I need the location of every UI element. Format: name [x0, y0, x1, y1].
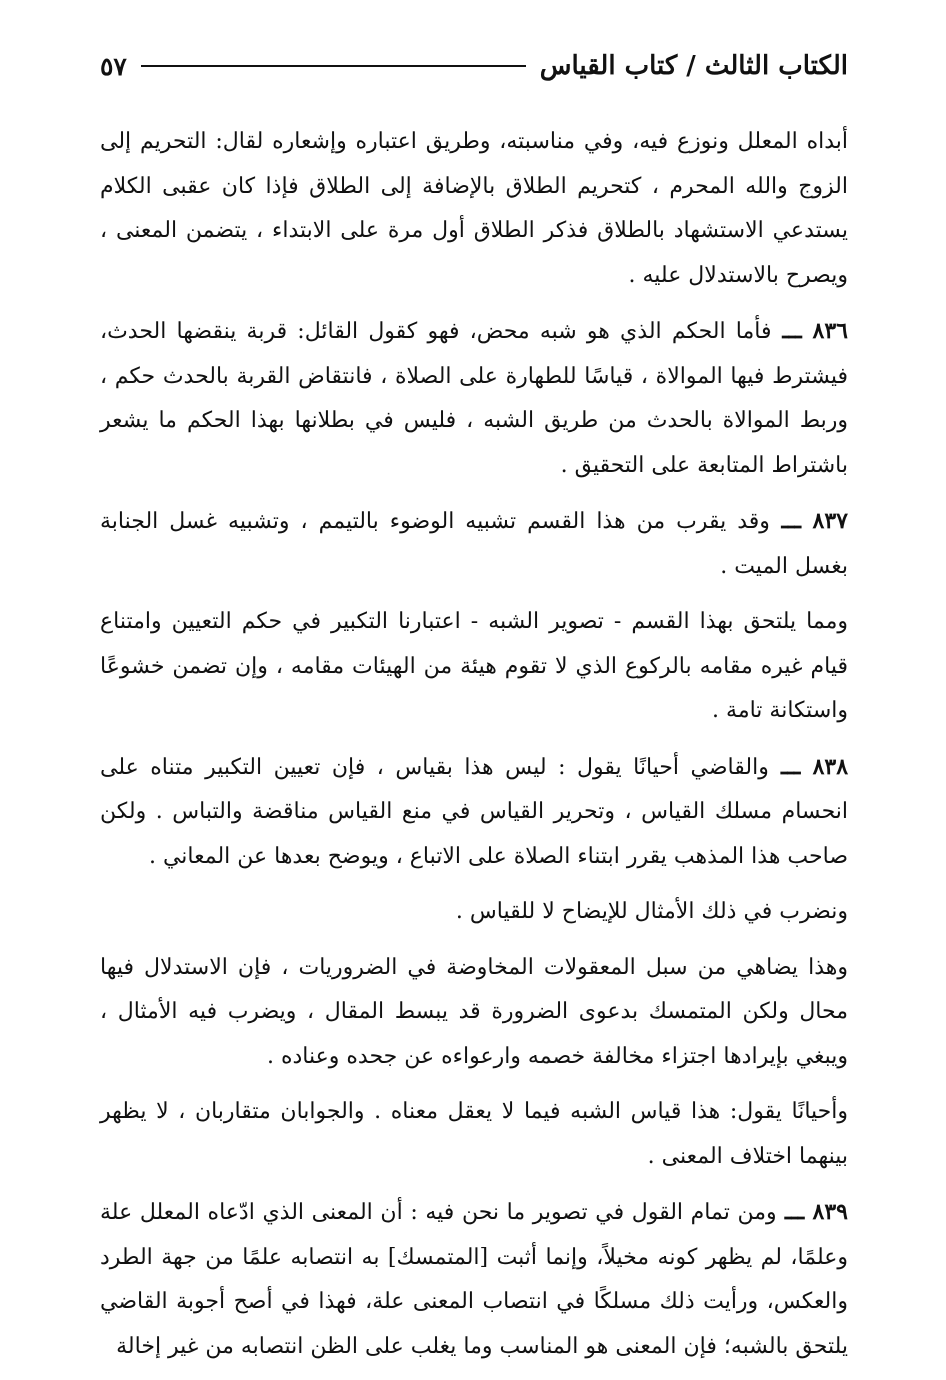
paragraph	[100, 600, 848, 734]
paragraph-text: وأحيانًا يقول: هذا قياس الشبه فيما لا يعقل معناه . والجوابان متقاربان ، لا يظهر بينهما اختلاف المعنى .	[100, 1099, 848, 1169]
paragraph-text: وقد يقرب من هذا القسم تشبيه الوضوء بالتيمم ، وتشبيه غسل الجنابة بغسل الميت .	[100, 509, 848, 579]
running-header	[100, 46, 848, 86]
number-dash: ـــ	[771, 318, 813, 344]
paragraph	[100, 890, 848, 935]
paragraph-text: وهذا يضاهي من سبل المعقولات المخاوضة في الضروريات ، فإن الاستدلال فيها محال ولكن المتمسك بدعوى الضرورة قد يبسط المقال ، ويضرب فيه الأمثال ، ويبغي بإيرادها اجتزاء مخالفة خصمه وارعواءه عن جحده وعناده .	[100, 954, 848, 1069]
paragraph-text: فأما الحكم الذي هو شبه محض، فهو كقول القائل: قربة ينقضها الحدث، فيشترط فيها الموالاة ، قياسًا للطهارة على الصلاة ، فانتقاض القربة بالحدث حكم ، وربط الموالاة بالحدث من طريق الشبه ، فليس في بطلانها بهذا الحكم ما يشعر باشتراط المتابعة على التحقيق .	[100, 319, 848, 478]
paragraph	[100, 120, 848, 298]
paragraph-number: ٨٣٦	[812, 318, 848, 344]
paragraph	[100, 1090, 848, 1179]
page-number: ٥٧	[100, 51, 127, 81]
number-dash: ـــ	[768, 753, 813, 780]
numbered-paragraph	[100, 499, 848, 589]
paragraph	[100, 946, 848, 1080]
chapter-title: الكتاب الثالث / كتاب القياس	[539, 51, 848, 81]
paragraph-number: ٨٣٧	[812, 508, 848, 534]
numbered-paragraph	[100, 745, 848, 880]
paragraph-text: والقاضي أحيانًا يقول : ليس هذا بقياس ، فإن تعيين التكبير متناه على انحسام مسلك القياس ، وتحرير القياس في منع القياس مناقضة والتباس . ولكن صاحب هذا المذهب يقرر ابتناء الصلاة على الاتباع ، ويوضح بعدها عن المعاني .	[100, 754, 848, 869]
body-text	[100, 120, 848, 1380]
paragraph-number: ٨٣٨	[812, 753, 849, 780]
number-dash: ـــ	[769, 508, 813, 534]
paragraph-text: أبداه المعلل ونوزع فيه، وفي مناسبته، وطريق اعتباره وإشعاره لقال: التحريم إلى الزوج والله المحرم ، كتحريم الطلاق بالإضافة إلى الطلاق فإذا كان عقبى الكلام يستدعي الاستشهاد بالطلاق فذكر الطلاق أول مرة على الابتداء ، يتضمن المعنى ، ويصرح بالاستدلال عليه .	[100, 129, 848, 288]
number-dash: ـــ	[776, 1199, 813, 1225]
numbered-paragraph	[100, 309, 848, 488]
header-rule	[141, 65, 526, 67]
numbered-paragraph	[100, 1190, 848, 1369]
paragraph-text: ومن تمام القول في تصوير ما نحن فيه : أن المعنى الذي ادّعاه المعلل علة وعلمًا، لم يظهر كونه مخيلاً، وإنما أثبت [المتمسك] به انتصابه علمًا من جهة الطرد والعكس، ورأيت ذلك مسلكًا في انتصاب المعنى علة، فهذا في أصح أجوبة القاضي يلتحق بالشبه؛ فإن المعنى هو المناسب وما يغلب على الظن انتصابه من غير إخالة	[100, 1200, 848, 1359]
paragraph-number: ٨٣٩	[812, 1199, 848, 1225]
paragraph-text: ومما يلتحق بهذا القسم - تصوير الشبه - اعتبارنا التكبير في حكم التعيين وامتناع قيام غيره مقامه بالركوع الذي لا تقوم هيئة من الهيئات مقامه ، وإن تضمن خشوعًا واستكانة تامة .	[100, 609, 848, 723]
paragraph-text: ونضرب في ذلك الأمثال للإيضاح لا للقياس .	[455, 899, 848, 924]
